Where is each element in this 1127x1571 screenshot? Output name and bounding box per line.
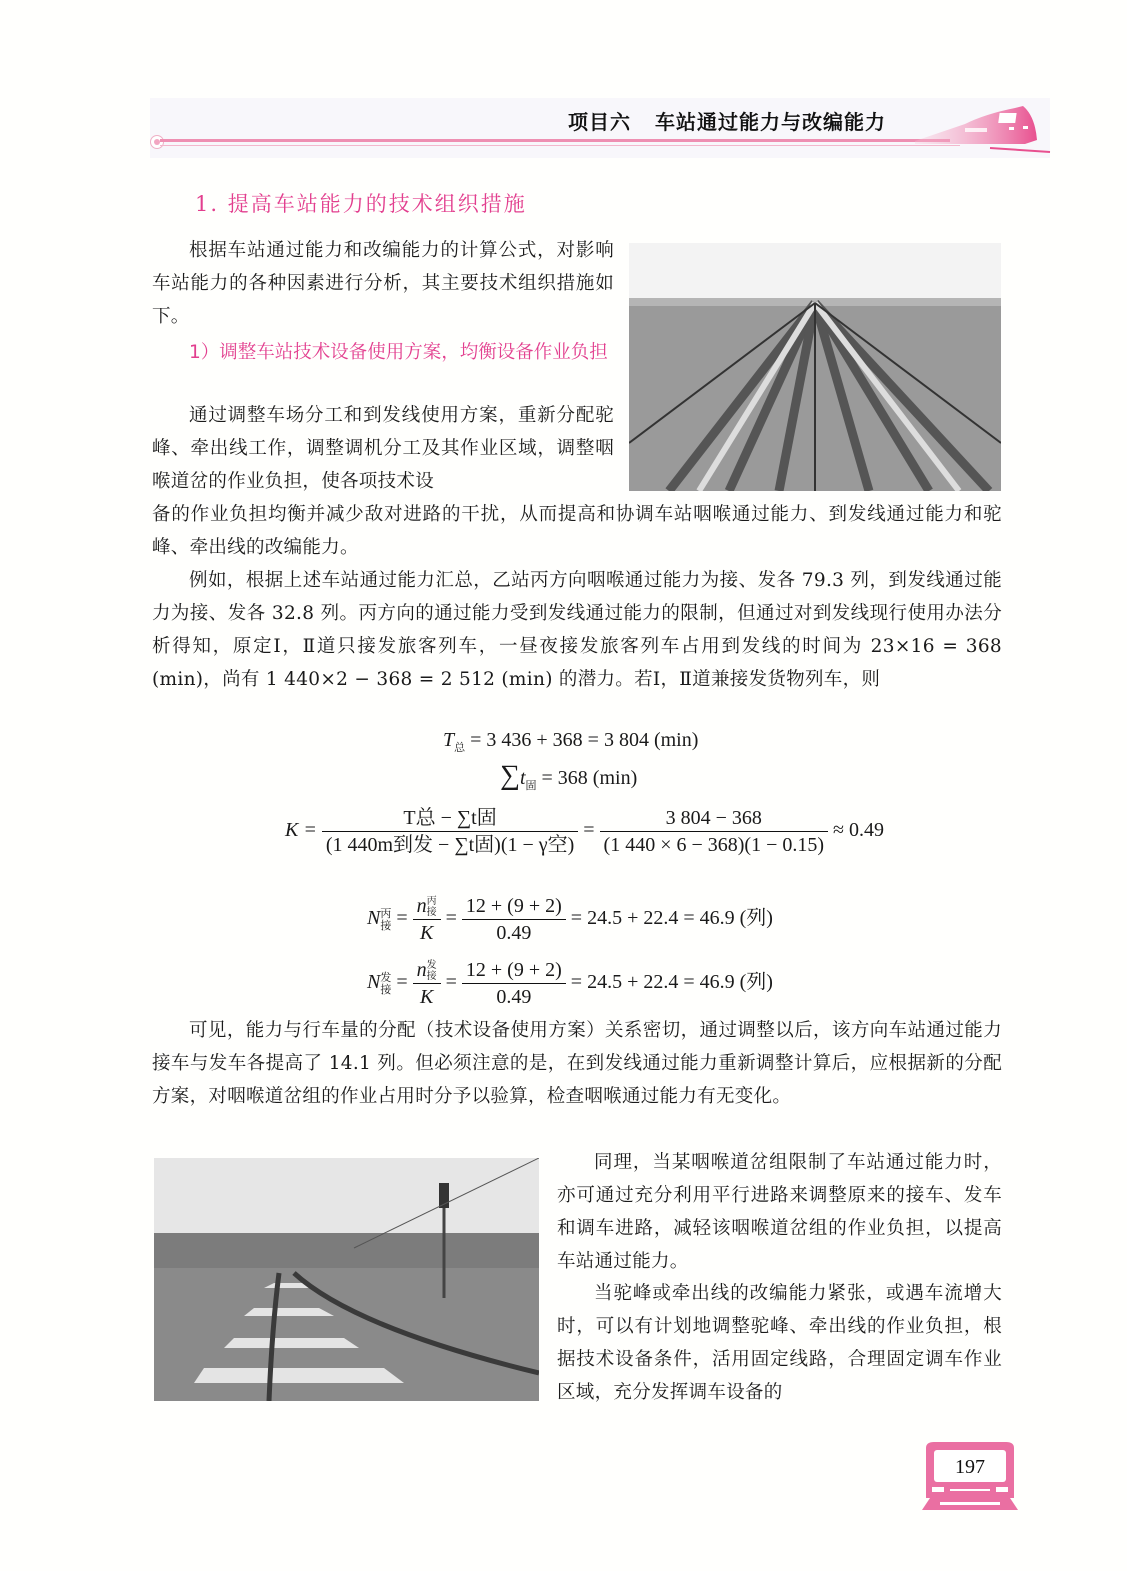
var-N: N	[367, 907, 381, 930]
denominator	[413, 984, 441, 1010]
numerator	[413, 957, 441, 984]
var-n: n	[416, 959, 427, 981]
fraction-symbolic	[322, 805, 578, 858]
paragraph-5: 当驼峰或牵出线的改编能力紧张，或遇车流增大时，可以有计划地调整驼峰、牵出线的作业负担，根据技术设备条件，活用固定线路，合理固定调车作业区域，充分发挥调车设备的	[557, 1283, 1002, 1403]
railway-track-photo	[154, 1158, 539, 1401]
fraction-numeric	[600, 805, 828, 858]
formula-t-total	[443, 729, 698, 755]
formula-k: K = $\frac{\text{T总 − ∑t固}}{\text{(1 440m到发 − ∑t固)(1 − γ空)}}$ = $\frac{3 804 - 368}{(1 440 \times 6 - 368)(1 - 0.15)}$ ≈ 0.49	[285, 807, 885, 856]
formula-n-bing: N 丙 接 = n 丙 接 K = $\frac{12 + (9 + 2)}{0.49}$ = 24.5 + 22.4 = 46.9 (列)	[367, 895, 773, 944]
subscript: 总	[454, 742, 466, 754]
subscript: 接	[380, 983, 392, 996]
subscript: 接	[380, 919, 392, 932]
train-icon	[905, 96, 1055, 156]
header-rule-thin	[160, 145, 960, 146]
var-K: K =	[285, 819, 317, 842]
formula-result: = 24.5 + 22.4 = 46.9 (列)	[570, 971, 773, 994]
superscript: 发	[380, 971, 392, 984]
var-n: n	[416, 895, 427, 917]
marshalling-yard-photo	[629, 243, 1001, 491]
section-title: 1. 提高车站能力的技术组织措施	[195, 192, 527, 216]
formula-rhs: = 368 (min)	[541, 767, 638, 789]
project-label: 项目六	[568, 110, 631, 134]
denominator: (1 440 × 6 − 368)(1 − 0.15)	[603, 834, 825, 856]
subscript: 接	[426, 907, 437, 919]
chapter-header-title	[568, 106, 886, 135]
denominator: 0.49	[496, 986, 532, 1008]
sigma-symbol: ∑	[500, 760, 520, 791]
paragraph-1-part-2: 备的作业负担均衡并减少敌对进路的干扰，从而提高和协调车站咽喉通过能力、到发线通过能力和驼峰、牵出线的改编能力。	[152, 504, 1002, 558]
numerator: 12 + (9 + 2)	[462, 957, 566, 984]
denominator	[413, 920, 441, 946]
subscript: 接	[426, 971, 437, 983]
page-number: 197	[955, 1456, 985, 1478]
superscript: 丙	[426, 896, 437, 908]
formula-rhs: = 3 436 + 368 = 3 804 (min)	[470, 729, 699, 751]
formula-result: = 24.5 + 22.4 = 46.9 (列)	[570, 907, 773, 930]
paragraph-3: 可见，能力与行车量的分配（技术设备使用方案）关系密切，通过调整以后，该方向车站通过能力接车与发车各提高了 14.1 列。但必须注意的是，在到发线通过能力重新调整计算后，应根据新的分配方案，对咽喉道岔组的作业占用时分予以验算，检查咽喉通过能力有无变化。	[152, 1020, 1002, 1107]
denominator: 0.49	[496, 922, 532, 944]
numerator: 12 + (9 + 2)	[462, 893, 566, 920]
numerator	[413, 893, 441, 920]
intro-paragraph: 根据车站通过能力和改编能力的计算公式，对影响车站能力的各种因素进行分析，其主要技术组织措施如下。	[152, 240, 614, 327]
header-dot-icon	[150, 135, 164, 149]
railway-track-illustration	[154, 1158, 539, 1401]
chapter-title: 车站通过能力与改编能力	[655, 110, 886, 134]
subheading: 1）调整车站技术设备使用方案，均衡设备作业负担	[189, 342, 608, 363]
formula-sum-t	[500, 760, 637, 793]
fraction-n-over-k	[413, 957, 441, 1010]
paragraph-4: 同理，当某咽喉道岔组限制了车站通过能力时，亦可通过充分利用平行进路来调整原来的接车、发车和调车进路，减轻该咽喉道岔组的作业负担，以提高车站通过能力。	[557, 1152, 1002, 1272]
marshalling-yard-illustration	[629, 243, 1001, 491]
denominator: (1 440m到发 − ∑t固)(1 − γ空)	[325, 834, 575, 856]
subscript: 固	[525, 780, 537, 792]
formula-result: ≈ 0.49	[833, 819, 885, 842]
var-T: T	[443, 729, 455, 751]
var-N: N	[367, 971, 381, 994]
formula-n-fa: N 发 接 = n 发 接 K = $\frac{12 + (9 + 2)}{0.49}$ = 24.5 + 22.4 = 46.9 (列)	[367, 959, 773, 1008]
fraction-numeric	[462, 893, 566, 946]
header-rule	[160, 139, 950, 142]
fraction-n-over-k	[413, 893, 441, 946]
superscript: 丙	[380, 907, 392, 920]
var-K: K	[419, 922, 434, 944]
var-t: t	[519, 767, 526, 789]
numerator: 3 804 − 368	[600, 805, 828, 832]
paragraph-2: 例如，根据上述车站通过能力汇总，乙站丙方向咽喉通过能力为接、发各 79.3 列，到发线通过能力为接、发各 32.8 列。丙方向的通过能力受到发线通过能力的限制，但通过对到发线现行使用办法分析得知，原定Ⅰ，Ⅱ道只接发旅客列车，一昼夜接发旅客列车占用到发线的时间为 23×16 = 368 (min)，尚有 1 440×2 − 368 = 2 512 (min) 的潜力。若Ⅰ，Ⅱ道兼接发货物列车，则	[152, 570, 1002, 690]
superscript: 发	[426, 960, 437, 972]
fraction-numeric	[462, 957, 566, 1010]
numerator: T总 − ∑t固	[322, 805, 578, 832]
var-K: K	[419, 986, 434, 1008]
paragraph-1-part-1: 通过调整车场分工和到发线使用方案，重新分配驼峰、牵出线工作，调整调机分工及其作业区域，调整咽喉道岔的作业负担，使各项技术设	[152, 405, 614, 492]
